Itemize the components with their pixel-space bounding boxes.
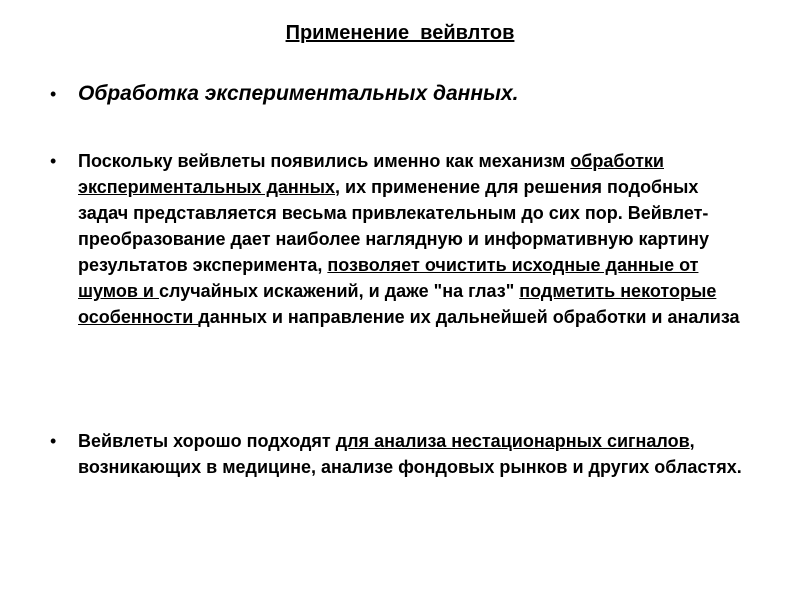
underlined-phrase: позволяет очистить исходные данные от шумов и — [78, 255, 699, 301]
underlined-phrase: обработки экспериментальных данных — [78, 151, 664, 197]
bullet-marker: • — [50, 84, 57, 104]
underlined-phrase: подметить некоторые особенности — [78, 281, 717, 327]
text-run: случайных искажений, и даже "на глаз" — [158, 281, 520, 301]
slide-title: Применение вейвлтов — [285, 22, 515, 44]
bullet-marker: • — [50, 431, 57, 451]
text-run: Поскольку вейвлеты появились именно как механизм — [78, 151, 571, 171]
text-run: Вейвлеты хорошо подходят — [78, 431, 336, 451]
text-run: данных и направление их дальнейшей обработки и анализа — [198, 307, 740, 327]
text-run: , их применение для решения подобных задач представляется весьма привлекательным до сих пор. Вейвлет-преобразование дает наиболее наглядную и информативную картину результатов эксперимента, — [78, 177, 710, 275]
underlined-phrase: для анализа нестационарных сигналов — [335, 431, 690, 451]
bullet-text-1: Обработка экспериментальных данных. — [78, 82, 519, 105]
bullet-item-3 — [50, 428, 750, 480]
bullet-text-2 — [78, 148, 750, 330]
bullet-text-3 — [78, 428, 750, 480]
bullet-item-1 — [50, 80, 750, 108]
bullet-marker: • — [50, 151, 57, 171]
text-run: , возникающих в медицине, анализе фондовых рынков и других областях. — [78, 431, 742, 477]
bullet-item-2 — [50, 148, 750, 330]
